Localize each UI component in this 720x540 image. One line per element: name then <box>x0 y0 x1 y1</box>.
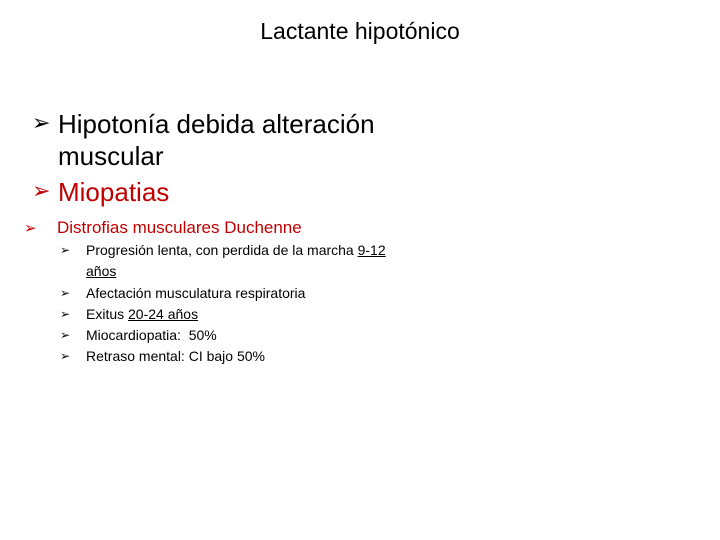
bullet-text: Exitus <box>86 306 129 322</box>
bullet-retraso <box>60 346 446 367</box>
bullet-progresion <box>60 240 446 282</box>
bullet-text: Retraso mental: CI bajo 50% <box>86 348 265 364</box>
bullet-exitus <box>60 304 446 325</box>
arrow-bullet-icon: ➢ <box>24 219 37 237</box>
arrow-bullet-icon: ➢ <box>32 111 51 136</box>
bullet-text: Afectación musculatura respiratoria <box>86 285 306 301</box>
bullet-hipotonia <box>32 108 375 172</box>
bullet-text-underlined: 9-12 <box>357 242 386 258</box>
bullet-text-line: Hipotonía debida alteración <box>58 109 375 139</box>
bullet-miopatias <box>32 176 170 208</box>
bullet-text-underlined: 20-24 años <box>128 306 199 322</box>
arrow-bullet-icon: ➢ <box>60 286 71 300</box>
arrow-bullet-icon: ➢ <box>60 328 71 342</box>
bullet-text: Miopatias <box>58 177 170 207</box>
bullet-afectacion <box>60 283 446 304</box>
arrow-bullet-icon: ➢ <box>60 307 71 321</box>
bullet-text-underlined: años <box>86 263 117 279</box>
bullet-text: Progresión lenta, con perdida de la marcha <box>86 242 358 258</box>
arrow-bullet-icon: ➢ <box>60 349 71 363</box>
bullet-miocardiopatia <box>60 325 446 346</box>
arrow-bullet-icon: ➢ <box>32 179 51 204</box>
arrow-bullet-icon: ➢ <box>60 243 71 257</box>
bullet-text: Distrofias musculares Duchenne <box>57 218 302 237</box>
slide-title: Lactante hipotónico <box>260 18 460 44</box>
bullet-text: Miocardiopatia: 50% <box>86 327 217 343</box>
bullet-distrofias <box>24 217 302 239</box>
bullet-text-line: muscular <box>58 141 164 171</box>
